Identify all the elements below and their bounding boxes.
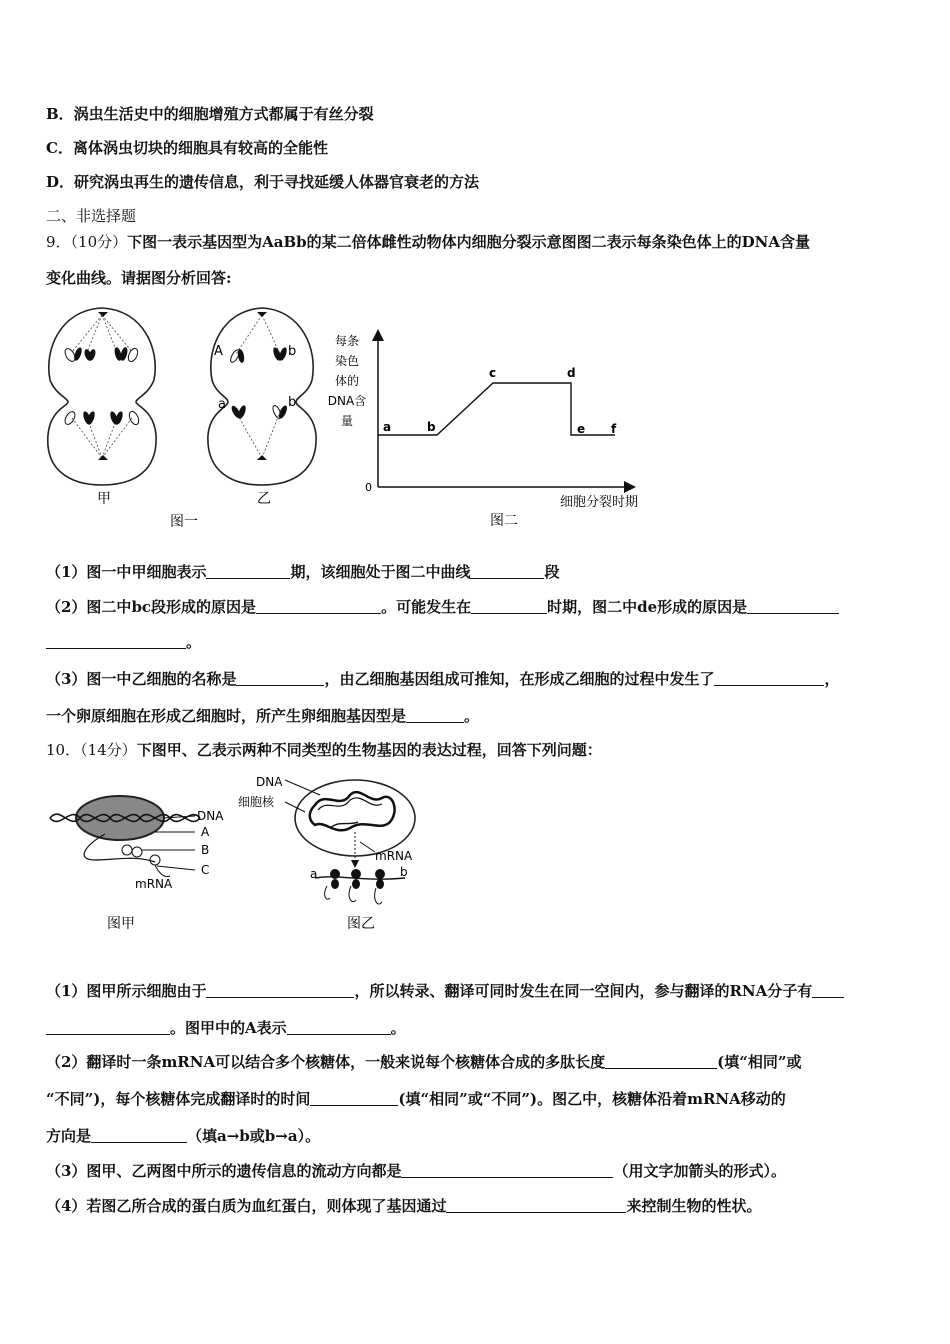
figure-jia-caption: 图甲: [107, 916, 135, 932]
q9-number: 9．（10分）: [46, 233, 128, 251]
section-title: 二、非选择题: [46, 207, 137, 225]
point-a: a: [383, 420, 392, 434]
jia-label-dna: DNA: [197, 809, 224, 823]
gene-b-lower: b: [288, 395, 297, 410]
q9-p3-blank1[interactable]: [236, 671, 324, 686]
q10-p2-blank3[interactable]: [91, 1128, 187, 1143]
q10-p2-text-c: “不同”)，每个核糖体完成翻译时的时间: [46, 1090, 311, 1108]
q10-p1-text-d: 。: [390, 1019, 406, 1037]
x-axis-label: 细胞分裂时期: [560, 495, 639, 510]
q9-p2-text-d: 。: [186, 633, 202, 651]
option-c: C．离体涡虫切块的细胞具有较高的全能性: [46, 139, 328, 157]
q10-number: 10．（14分）: [46, 741, 137, 759]
q9-stem-1: 下图一表示基因型为AaBb的某二倍体雌性动物体内细胞分裂示意图图二表示每条染色体上的DNA含量: [127, 233, 811, 251]
option-d: D．研究涡虫再生的遗传信息，利于寻找延缓人体器官衰老的方法: [46, 173, 480, 191]
q10-p1-blank3[interactable]: [287, 1020, 391, 1035]
yi-label-a: a: [310, 867, 318, 881]
q9-p1-blank1[interactable]: [206, 564, 290, 579]
q10-p2-blank1[interactable]: [605, 1054, 717, 1069]
q10-p2-text-a: （2）翻译时一条mRNA可以结合多个核糖体，一般来说每个核糖体合成的多肽长度: [46, 1053, 606, 1071]
q9-p3-text-e: 。: [464, 707, 480, 725]
q10-part2-cont2: [46, 1125, 320, 1146]
ylabel-5: 量: [340, 414, 354, 428]
q10-part1-cont: [46, 1017, 406, 1038]
figure-1-caption: 图一: [170, 514, 198, 530]
figure-jia: [45, 790, 245, 940]
q10-p4-blank1[interactable]: [446, 1198, 626, 1213]
jia-label-A: A: [201, 825, 210, 839]
figure-yi-caption: 图乙: [347, 916, 375, 932]
figure-2-caption: 图二: [490, 513, 518, 529]
cell-yi-label: 乙: [257, 491, 271, 507]
q10-p1-blank2-cont[interactable]: [46, 1020, 170, 1035]
q10-part2-cont: [46, 1088, 786, 1109]
q9-p3-text-a: （3）图一中乙细胞的名称是: [46, 670, 237, 688]
origin-label: 0: [365, 481, 372, 494]
q10-p1-text-c: 。图甲中的A表示: [170, 1019, 287, 1037]
q9-p2-text-a: （2）图二中bc段形成的原因是: [46, 598, 257, 616]
q10-p4-text-b: 来控制生物的性状。: [626, 1197, 762, 1215]
ylabel-3: 体的: [334, 374, 360, 388]
point-b: b: [427, 420, 436, 434]
q9-part1: [46, 561, 559, 582]
point-e: e: [577, 422, 586, 436]
yi-label-nucleus: 细胞核: [238, 795, 275, 809]
q10-part4: [46, 1195, 761, 1216]
gene-b-upper: b: [288, 344, 297, 359]
q9-p3-text-c: ，: [824, 670, 840, 688]
q10-stem: [46, 739, 602, 760]
q10-p3-text-b: （用文字加箭头的形式）。: [613, 1162, 786, 1180]
q9-part2-cont: [46, 631, 201, 652]
q10-p1-text-b: ，所以转录、翻译可同时发生在同一空间内，参与翻译的RNA分子有: [354, 982, 813, 1000]
q10-p3-blank1[interactable]: [401, 1163, 613, 1178]
ylabel-2: 染色: [334, 354, 360, 368]
q9-stem-2: 变化曲线。请据图分析回答:: [46, 269, 232, 287]
q10-part3: [46, 1160, 786, 1181]
figure-1: [40, 300, 320, 535]
q9-p3-text-d: 一个卵原细胞在形成乙细胞时，所产生卵细胞基因型是: [46, 707, 407, 725]
q9-p2-blank2[interactable]: [471, 599, 547, 614]
ylabel-4: DNA含: [327, 394, 367, 408]
jia-label-C: C: [201, 863, 210, 877]
point-c: c: [489, 366, 497, 380]
q9-p2-blank1[interactable]: [256, 599, 381, 614]
q10-p1-blank2[interactable]: [812, 983, 844, 998]
q10-p2-text-d: (填“相同”或“不同”)。图乙中，核糖体沿着mRNA移动的: [398, 1090, 786, 1108]
q10-p2-blank2[interactable]: [310, 1091, 398, 1106]
option-b: B．涡虫生活史中的细胞增殖方式都属于有丝分裂: [46, 105, 374, 123]
jia-label-mrna: mRNA: [135, 877, 173, 891]
q9-p1-text-c: 段: [544, 563, 560, 581]
figure-yi: [230, 770, 430, 940]
q10-part2: [46, 1051, 802, 1072]
q10-p1-text-a: （1）图甲所示细胞由于: [46, 982, 207, 1000]
q9-p2-blank3[interactable]: [747, 599, 839, 614]
jia-label-B: B: [201, 843, 210, 857]
q9-p3-blank3[interactable]: [406, 708, 464, 723]
cell-jia-label: 甲: [97, 491, 111, 507]
q9-p2-text-c: 时期，图二中de形成的原因是: [547, 598, 748, 616]
q9-p1-text-b: 期，该细胞处于图二中曲线: [290, 563, 471, 581]
ylabel-1: 每条: [334, 334, 360, 348]
q9-p1-text-a: （1）图一中甲细胞表示: [46, 563, 207, 581]
q9-p2-blank3-cont[interactable]: [46, 634, 186, 649]
q9-part3: [46, 668, 839, 689]
gene-a: a: [218, 397, 226, 412]
point-d: d: [567, 366, 576, 380]
figure-2-chart: [325, 325, 665, 535]
q9-p3-text-b: ，由乙细胞基因组成可推知，在形成乙细胞的过程中发生了: [324, 670, 715, 688]
q9-part2: [46, 596, 839, 617]
q9-part3-cont: [46, 705, 479, 726]
q9-p3-blank2[interactable]: [714, 671, 824, 686]
q9-p2-text-b: 。可能发生在: [381, 598, 472, 616]
q10-p2-text-e: 方向是: [46, 1127, 92, 1145]
gene-A: A: [214, 344, 223, 359]
q10-p1-blank1[interactable]: [206, 983, 354, 998]
q10-part1: [46, 980, 844, 1001]
q10-p3-text-a: （3）图甲、乙两图中所示的遗传信息的流动方向都是: [46, 1162, 402, 1180]
q10-p2-text-f: （填a→b或b→a）。: [187, 1127, 321, 1145]
yi-label-mrna: mRNA: [375, 849, 413, 863]
point-f: f: [611, 422, 617, 436]
q9-p1-blank2[interactable]: [470, 564, 544, 579]
yi-label-dna: DNA: [256, 775, 283, 789]
q10-stem-text: 下图甲、乙表示两种不同类型的生物基因的表达过程，回答下列问题：: [136, 741, 602, 759]
yi-label-b: b: [400, 865, 408, 879]
q9-stem-line1: [46, 231, 810, 252]
q10-p2-text-b: (填“相同”或: [717, 1053, 802, 1071]
q10-p4-text-a: （4）若图乙所合成的蛋白质为血红蛋白，则体现了基因通过: [46, 1197, 447, 1215]
